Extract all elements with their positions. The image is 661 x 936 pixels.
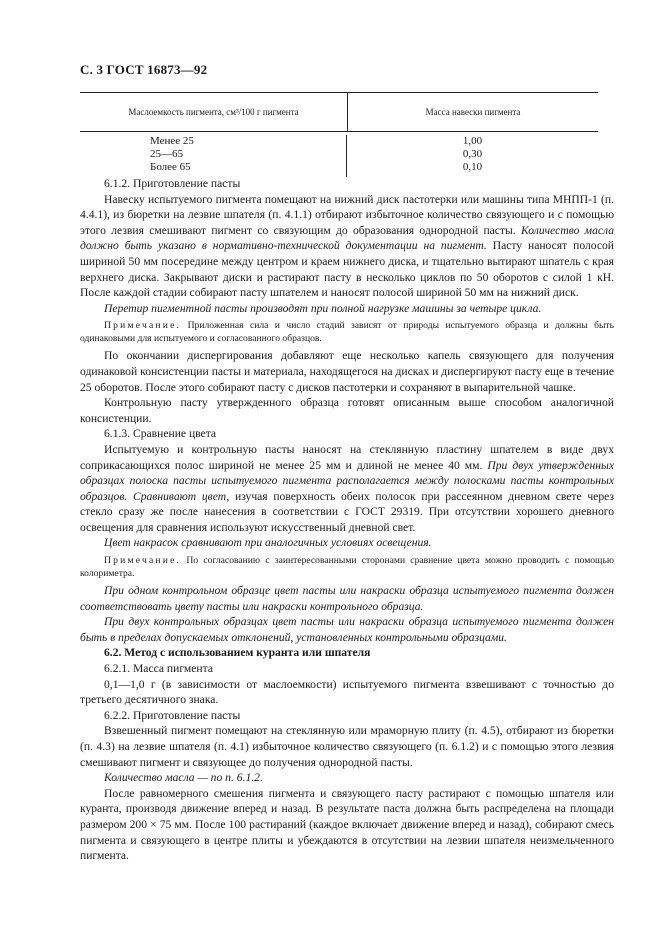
section-title-6-2: 6.2. Метод с использованием куранта или шпателя — [104, 646, 371, 660]
table-body — [80, 132, 598, 177]
paragraph-italic: Количество масла — по п. 6.1.2. — [104, 771, 263, 785]
section-title-6-1-3: 6.1.3. Сравнение цвета — [104, 427, 217, 441]
table-cell: 1,00 — [462, 135, 483, 147]
section-title-6-1-2: 6.1.2. Приготовление пасты — [104, 177, 241, 190]
pigment-mass-table — [80, 92, 598, 177]
section-title-6-2-1: 6.2.1. Масса пигмента — [104, 662, 213, 676]
note — [80, 319, 614, 345]
paragraph: Контрольную пасту утвержденного образца готовят описанным выше способом аналогичной консистенции. — [80, 396, 614, 425]
table-cell: Менее 25 — [150, 135, 194, 147]
table-cell: Более 65 — [150, 161, 191, 173]
paragraph-text: Испытуемую и контрольную пасты наносят на стеклянную пластину шпателем в виде двух соприкасающихся полос шириной не менее 25 мм и длиной не менее 40 мм. — [80, 442, 614, 472]
paragraph — [80, 442, 614, 536]
paragraph-text: Навеску испытуемого пигмента помещают на нижний диск пастотерки или машины типа МНПП-1 (п. 4.4.1), из бюретки на лезвие шпателя (п. 4.1.1) отбирают избыточное количество связующего и с помощью этого лезвия смешивают пигмент со связующим до образования однородной пасты. — [80, 192, 614, 237]
paragraph-text: Пасту наносят полосой шириной 50 мм посередине между центром и краем нижнего диска, и тщательно вытирают шпатель с края верхнего диска. Закрывают диски и растирают пасту в несколько циклов по 50 оборотов с силой 1 кН. После каждой стадии собирают пасту шпателем и наносят полосой шириной 50 мм на нижний диск. — [80, 239, 614, 300]
table-col-oil-absorption — [80, 135, 347, 177]
page-header: С. 3 ГОСТ 16873—92 — [80, 62, 208, 77]
paragraph: 0,1—1,0 г (в зависимости от маслоемкости) испытуемого пигмента взвешивают с точностью до третьего десятичного знака. — [80, 677, 614, 707]
table-header-oil-absorption: Маслоемкость пигмента, см³/100 г пигмента — [80, 93, 348, 131]
table-header-row — [80, 93, 598, 131]
table-cell: 0,10 — [462, 161, 483, 173]
paragraph-italic: Количество масла должно быть указано в нормативно-технической документации на пигмент. — [80, 223, 615, 253]
paragraph: Взвешенный пигмент помещают на стеклянную или мраморную плиту (п. 4.5), отбирают из бюретки (п. 4.3) на лезвие шпателя (п. 4.1) избыточное количество связующего (п. 6.1.2) и с помощью этого лезвия смешивают пигмент и связующее до получения однородной пасты. — [80, 724, 614, 769]
section-body — [80, 176, 614, 864]
paragraph-italic: При одном контрольном образце цвет пасты или накраски образца испытуемого пигмента должен соответствовать цвету пасты или накраски контрольного образца. — [80, 584, 614, 613]
table-cell: 25—65 — [150, 148, 183, 160]
paragraph: По окончании диспергирования добавляют еще несколько капель связующего для получения одинаковой консистенции пасты и материала, находящегося на дисках и диспергируют пасту еще в течение 25 оборотов. После этого собирают пасту с дисков пастотерки и сохраняют в выпарительной чашке. — [80, 349, 614, 394]
table-col-sample-mass — [347, 135, 598, 177]
paragraph — [80, 192, 614, 301]
paragraph-text: изучая поверхность обеих полосок при рассеянном дневном свете через стекло сразу же после нанесения в соответствии с ГОСТ 29319. При отсутствии хорошего дневного освещения для сравнения используют искусственный дневной свет. — [80, 489, 614, 534]
note-text: Приложенная сила и число стадий зависят от природы испытуемого образца и должны быть одинаковыми для испытуемого и согласованного образцов. — [80, 320, 614, 345]
note-text: По согласованию с заинтересованными сторонами сравнение цвета можно проводить с помощью колориметра. — [80, 555, 614, 580]
note-label: Примечание. — [104, 320, 182, 332]
paragraph-italic: При двух утвержденных образцах полоска пасты испытуемого пигмента располагается между полосками пасты контрольных образцов. Сравнивают цвет, — [80, 458, 614, 503]
table-header-sample-mass: Масса навески пигмента — [425, 107, 521, 117]
note-label: Примечание. — [104, 555, 182, 567]
paragraph-italic: Перетир пигментной пасты производят при полной нагрузке машины за четыре цикла. — [104, 301, 542, 315]
note — [80, 554, 614, 580]
paragraph-italic: При двух контрольных образцах цвет пасты или накраски образца испытуемого пигмента должен быть в пределах допускаемых отклонений, установленных контрольными образцами. — [80, 615, 614, 644]
table-cell: 0,30 — [462, 148, 483, 160]
section-title-6-2-2: 6.2.2. Приготовление пасты — [104, 708, 241, 722]
paragraph-italic: Цвет накрасок сравнивают при аналогичных условиях освещения. — [104, 536, 432, 550]
paragraph: После равномерного смешения пигмента и связующего пасту растирают с помощью шпателя или куранта, производя движение вперед и назад. В результате паста должна быть распределена на площади размером 200 × 75 мм. После 100 растираний (каждое включает движение вперед и назад), собирают смесь пигмента и связующего в центре плиты и убеждаются в отсутствии на лезвии шпателя неизмельченного пигмента. — [80, 786, 614, 863]
